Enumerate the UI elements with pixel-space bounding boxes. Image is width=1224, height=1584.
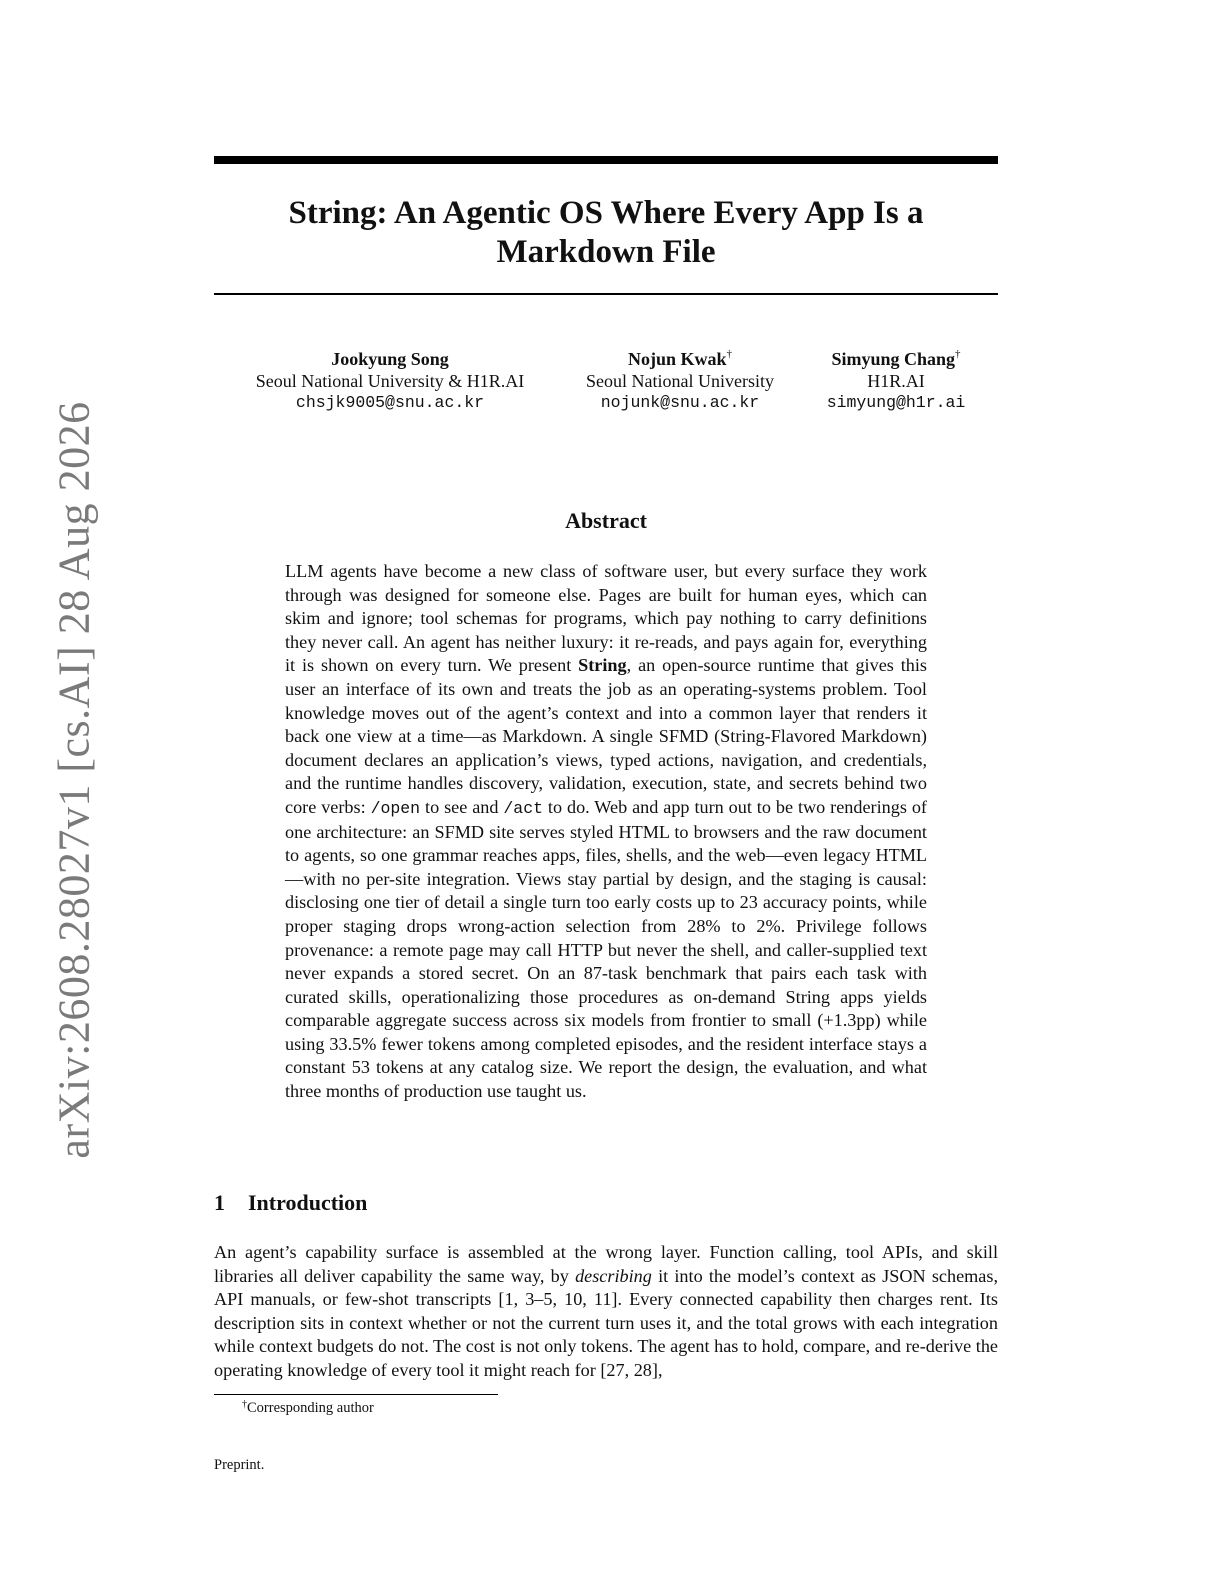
author-name: Nojun Kwak†: [627, 348, 733, 369]
author-email: simyung@h1r.ai: [826, 393, 966, 412]
arxiv-side-stamp: arXiv:2608.28027v1 [cs.AI] 28 Aug 2026: [49, 401, 99, 1159]
verb-act: /act: [503, 798, 543, 818]
abstract-heading: Abstract: [565, 508, 647, 533]
paper-title: String: An Agentic OS Where Every App Is a Markdown File: [288, 195, 924, 270]
title-bottom-rule: [214, 293, 998, 295]
section-title: Introduction: [248, 1190, 368, 1215]
author-3: [827, 348, 966, 414]
author-email: nojunk@snu.ac.kr: [600, 393, 760, 412]
author-name: Simyung Chang†: [831, 348, 961, 369]
author-2: [586, 348, 774, 414]
emphasis-describing: describing: [575, 1265, 652, 1286]
abstract-body: LLM agents have become a new class of software user, but every surface they work through was designed for someone else. Pages are built for human eyes, which can skim and ignore; tool schemas for programs, which pay nothing to carry definitions they never call. An agent has neither luxury: it re-reads, and pays again for, everything it is shown on every turn. We present String, an open-source runtime that gives this user an interface of its own and treats the job as an operating-systems problem. Tool knowledge moves out of the agent’s context and into a common layer that renders it back one view at a time—as Markdown. A single SFMD (String-Flavored Markdown) document declares an application’s views, typed actions, navigation, and credentials, and the runtime handles discovery, validation, execution, state, and secrets behind two core verbs: /open to see and /act to do. Web and app turn out to be two renderings of one architecture: an SFMD site serves styled HTML to browsers and the raw document to agents, so one grammar reaches apps, files, shells, and the web—even legacy HTML—with no per-site integration. Views stay partial by design, and the staging is causal: disclosing one tier of detail a single turn too early costs up to 23 accuracy points, while proper staging drops wrong-action selection from 28% to 2%. Privilege follows provenance: a remote page may call HTTP but never the shell, and caller-supplied text never expands a stored secret. On an 87-task benchmark that pairs each task with curated skills, operationalizing those procedures as on-demand String apps yields comparable aggregate success across six models from frontier to small (+1.3pp) while using 33.5% fewer tokens among completed episodes, and the resident interface stays a constant 53 tokens at any catalog size. We report the design, the evaluation, and what three months of production use taught us.: [285, 561, 927, 1102]
title-top-rule: [214, 156, 998, 164]
author-affiliation: Seoul National University: [586, 371, 774, 391]
introduction-body: An agent’s capability surface is assembled at the wrong layer. Function calling, tool APIs, and skill libraries all deliver capability the same way, by describing it into the model’s context as JSON schemas, API manuals, or few-shot transcripts [1, 3–5, 10, 11]. Every connected capability then charges rent. Its description sits in context whether or not the current turn uses it, and the total grows with each integration while context budgets do not. The cost is not only tokens. The agent has to hold, compare, and re-derive the operating knowledge of every tool it might reach for [27, 28],: [214, 1242, 999, 1380]
footnote-rule: [214, 1394, 498, 1395]
section-number: 1: [214, 1190, 225, 1215]
verb-open: /open: [370, 798, 421, 818]
system-name: String: [578, 655, 627, 676]
author-affiliation: Seoul National University & H1R.AI: [255, 371, 525, 391]
footnote: †Corresponding author: [242, 1399, 374, 1416]
corresponding-mark: †: [955, 348, 961, 360]
footer-label: Preprint.: [214, 1457, 265, 1473]
corresponding-mark: †: [726, 348, 733, 360]
author-email: chsjk9005@snu.ac.kr: [295, 393, 485, 412]
author-1: [256, 348, 524, 414]
section-heading-introduction: [214, 1190, 367, 1216]
author-affiliation: H1R.AI: [867, 371, 925, 391]
author-name: Jookyung Song: [331, 349, 449, 369]
